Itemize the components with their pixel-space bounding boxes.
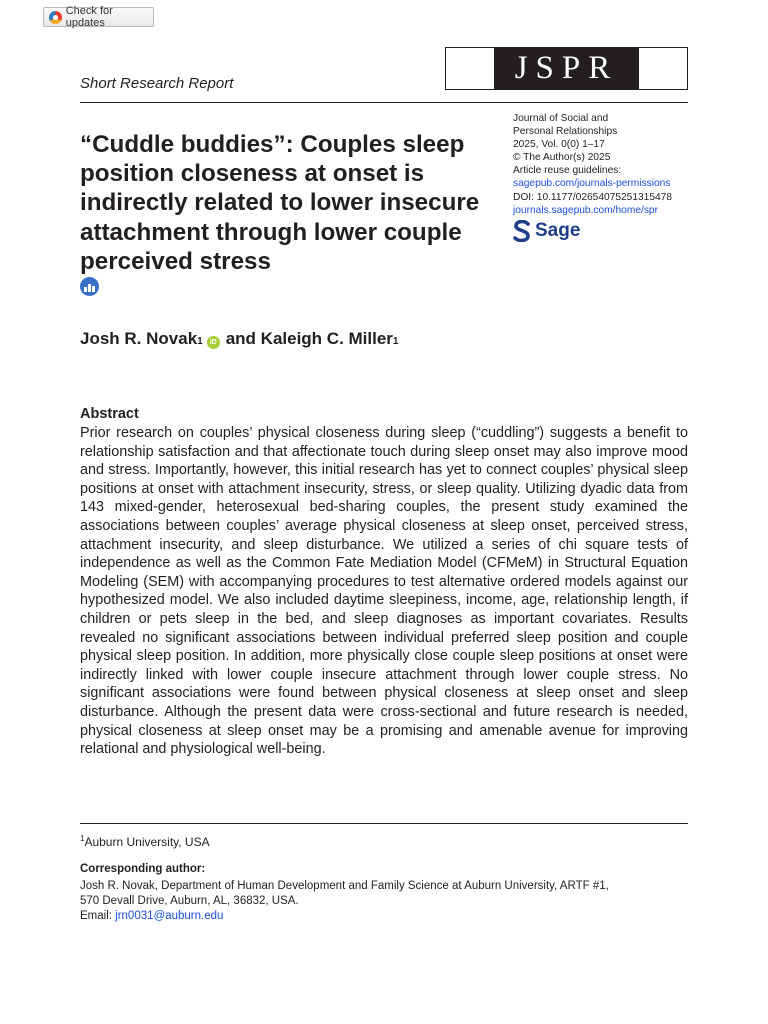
doi-text: DOI: 10.1177/02654075251315478 — [513, 191, 672, 203]
author-name: and Kaleigh C. Miller — [225, 329, 393, 348]
email-link[interactable]: jrn0031@auburn.edu — [115, 910, 224, 923]
abstract-text: Prior research on couples’ physical closeness during sleep (“cuddling”) suggests a benefit to relationship satisfaction and that affectionate touch during sleep onset may also improve mood and stress. Importantly, however, this initial research has yet to connect couples’ physical sleep positions at onset with attachment insecurity, stress, or sleep quality. Utilizing dyadic data from 143 mixed-gender, heterosexual bed-sharing couples, the present study examined the associations between couples’ average physical closeness at sleep onset, perceived stress, attachment insecurity, and sleep disturbance. We utilized a series of chi square tests of independence as well as the Common Fate Mediation Model (CFMeM) in Structural Equation Modeling (SEM) with accompanying procedures to test alternative ordered models against our hypothesized model. We also included daytime sleepiness, income, age, relationship length, if children or pets sleep in the bed, and sleep diagnoses as important covariates. Results revealed no significant associations between individual preferred sleep position and couple physical sleep position. In addition, more physically close couple sleep positions at onset were indirectly linked with lower couple insecure attachment through lower couple stress. No significant associations were found between physical closeness at sleep onset and sleep disturbance. Although the present data were cross-sectional and future research is needed, physical closeness at sleep onset may be a promising and amenable avenue for improving relational and physiological well-being. — [80, 425, 688, 758]
permissions-link[interactable]: sagepub.com/journals-permissions — [513, 178, 671, 190]
meta-line: 2025, Vol. 0(0) 1–17 — [513, 139, 605, 151]
meta-line: © The Author(s) 2025 — [513, 152, 611, 164]
author-name: Josh R. Novak — [80, 329, 198, 348]
meta-line: Article reuse guidelines: — [513, 165, 622, 177]
author-list — [80, 329, 398, 349]
meta-line: Personal Relationships — [513, 126, 618, 138]
journal-metadata — [513, 112, 693, 217]
abstract-heading: Abstract — [80, 406, 139, 422]
data-availability-icon[interactable] — [80, 277, 99, 296]
affiliation-marker: 1 — [80, 834, 85, 843]
crossmark-icon — [49, 11, 62, 24]
affiliation-marker: 1 — [392, 336, 399, 347]
journal-home-link[interactable]: journals.sagepub.com/home/spr — [513, 204, 658, 216]
corr-address-line: Josh R. Novak, Department of Human Development and Family Science at Auburn University, ARTF #1, — [80, 880, 609, 892]
publisher-logo — [513, 220, 580, 242]
orcid-icon[interactable]: iD — [207, 336, 220, 349]
affiliation-text: Auburn University, USA — [84, 835, 210, 849]
footnote-divider — [80, 823, 688, 824]
article-title: “Cuddle buddies”: Couples sleep position closeness at onset is indirectly related to lower insecure attachment through lower couple perceived stress — [80, 131, 480, 275]
publisher-name: Sage — [535, 220, 581, 241]
corr-address-line: 570 Devall Drive, Auburn, AL, 36832, USA. — [80, 895, 299, 908]
affiliation-footnote — [80, 834, 210, 849]
check-for-updates-button[interactable] — [43, 7, 154, 27]
meta-line: Journal of Social and — [513, 113, 609, 124]
sage-logo-icon — [513, 220, 531, 242]
article-section-label: Short Research Report — [80, 75, 234, 92]
check-for-updates-label: Check for updates — [65, 5, 113, 29]
email-label: Email: — [80, 910, 116, 923]
header-divider — [80, 102, 688, 103]
corresponding-author-heading: Corresponding author: — [80, 863, 206, 875]
journal-logo: JSPR — [494, 47, 639, 90]
corresponding-author-details — [80, 879, 688, 925]
affiliation-marker: 1 — [197, 336, 203, 347]
